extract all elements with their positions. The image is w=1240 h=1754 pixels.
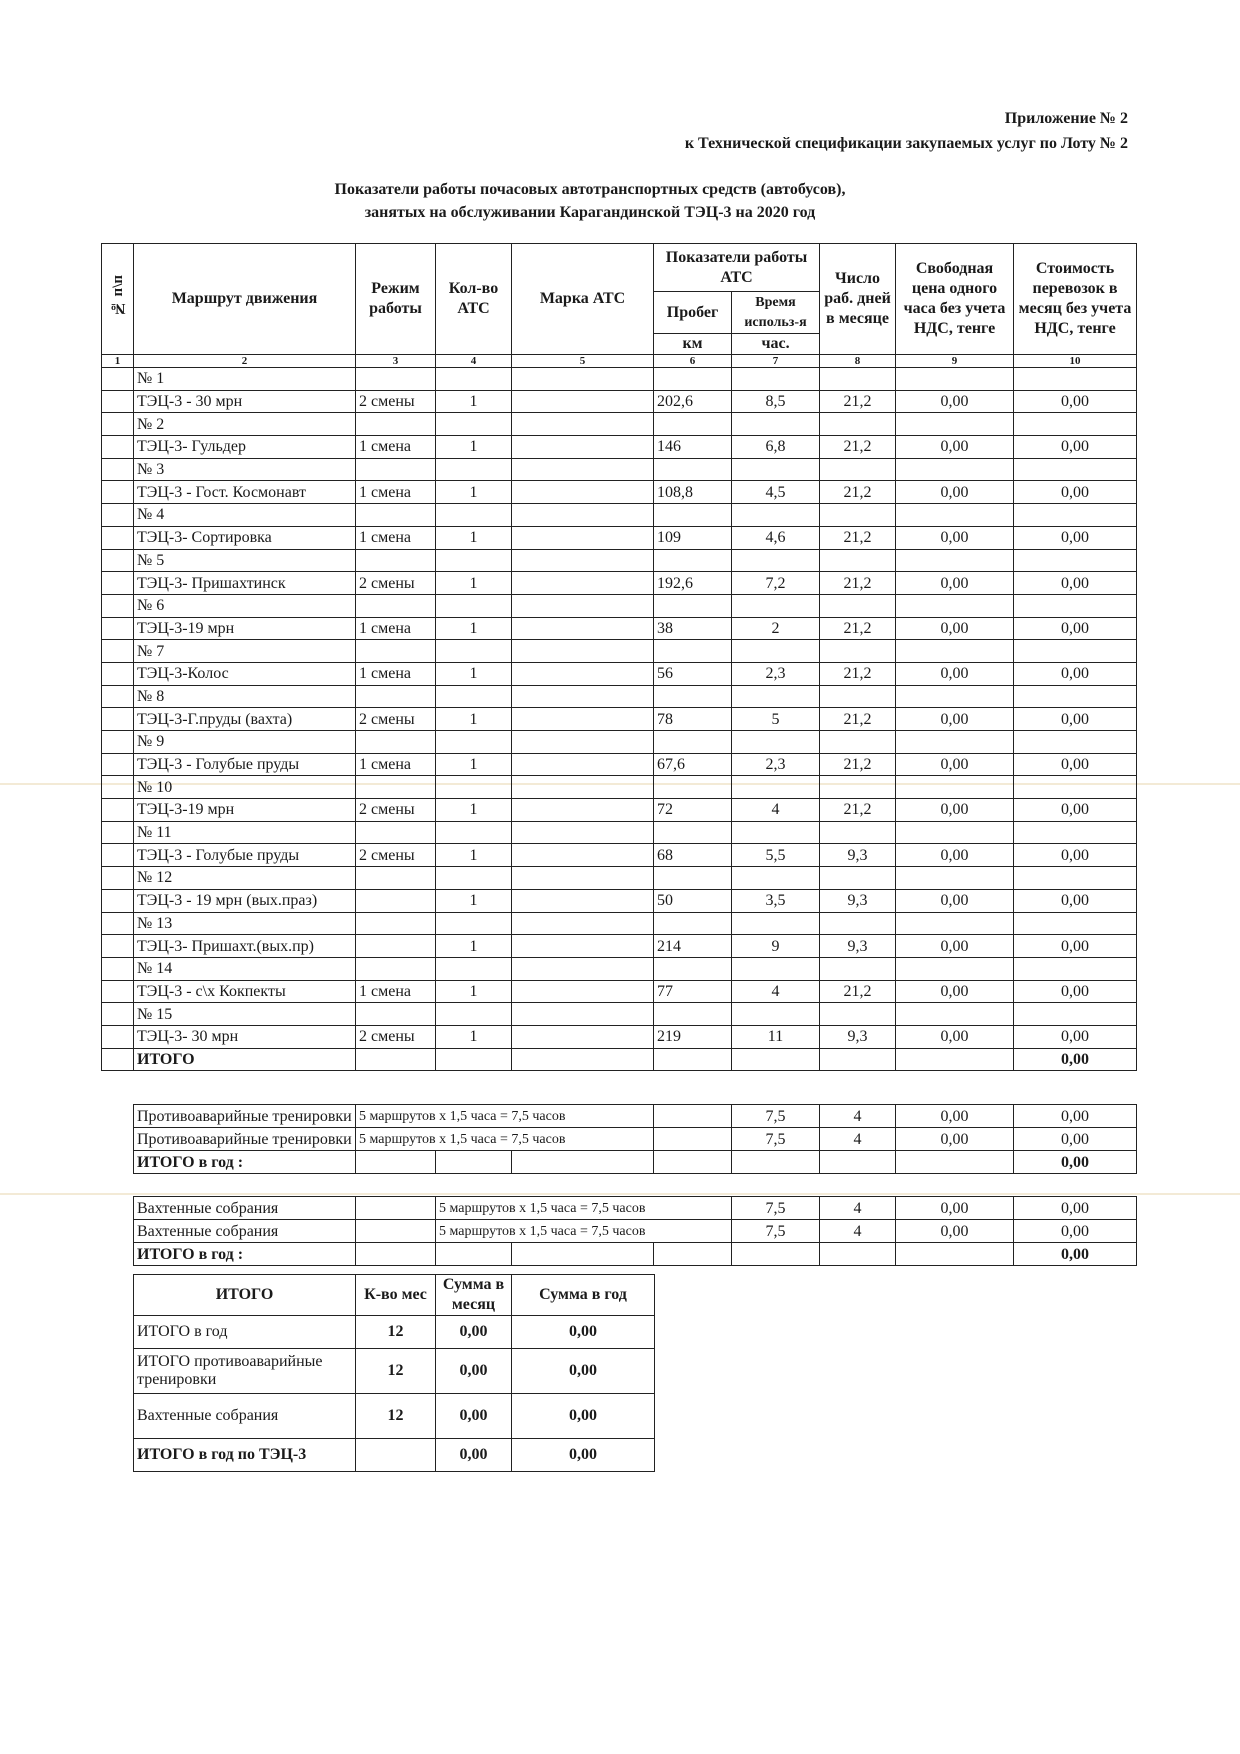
route-cost: 0,00 xyxy=(1014,844,1137,867)
route-count: 1 xyxy=(436,980,512,1003)
route-name: ТЭЦ-3 - с\х Кокпекты xyxy=(134,980,356,1003)
route-name: ТЭЦ-3-Г.пруды (вахта) xyxy=(134,708,356,731)
route-mode: 2 смены xyxy=(356,390,436,413)
drills-total-label: ИТОГО в год : xyxy=(134,1151,356,1174)
route-count: 1 xyxy=(436,390,512,413)
route-price: 0,00 xyxy=(896,481,1014,504)
column-number: 9 xyxy=(896,355,1014,368)
route-days: 21,2 xyxy=(820,980,896,1003)
route-price: 0,00 xyxy=(896,980,1014,1003)
route-number: № 7 xyxy=(134,640,356,663)
route-count: 1 xyxy=(436,753,512,776)
shifts-total-row xyxy=(134,1243,1137,1266)
activity-name: Противоаварийные тренировки xyxy=(134,1105,356,1128)
route-number: № 14 xyxy=(134,957,356,980)
route-count: 1 xyxy=(436,889,512,912)
shifts-body xyxy=(134,1197,1137,1243)
title-line-1: Показатели работы почасовых автотранспортных средств (автобусов), xyxy=(334,181,846,198)
route-cost: 0,00 xyxy=(1014,935,1137,958)
summary-header-label: ИТОГО xyxy=(134,1275,356,1316)
route-mode: 1 смена xyxy=(356,662,436,685)
table-row xyxy=(102,753,1137,776)
route-mileage: 56 xyxy=(654,662,732,685)
route-days: 9,3 xyxy=(820,935,896,958)
drills-total-value: 0,00 xyxy=(1014,1151,1137,1174)
summary-body xyxy=(134,1316,655,1472)
route-days: 21,2 xyxy=(820,753,896,776)
summary-per-year: 0,00 xyxy=(512,1349,655,1394)
route-cost: 0,00 xyxy=(1014,526,1137,549)
route-brand xyxy=(512,662,654,685)
route-mode: 1 смена xyxy=(356,526,436,549)
route-label-row xyxy=(102,640,1137,663)
route-label-row xyxy=(102,458,1137,481)
route-label-row xyxy=(102,368,1137,391)
route-brand xyxy=(512,708,654,731)
route-hours: 2,3 xyxy=(732,662,820,685)
column-number: 2 xyxy=(134,355,356,368)
route-name: ТЭЦ-3- Гульдер xyxy=(134,436,356,459)
route-mode xyxy=(356,889,436,912)
route-mileage: 72 xyxy=(654,799,732,822)
route-cost: 0,00 xyxy=(1014,662,1137,685)
route-hours: 11 xyxy=(732,1025,820,1048)
route-price: 0,00 xyxy=(896,617,1014,640)
table-row xyxy=(102,980,1137,1003)
route-cost: 0,00 xyxy=(1014,799,1137,822)
route-mode: 1 смена xyxy=(356,980,436,1003)
header-days: Число раб. дней в месяце xyxy=(820,244,896,355)
summary-label: ИТОГО противоаварийные тренировки xyxy=(134,1349,356,1394)
route-mileage: 202,6 xyxy=(654,390,732,413)
route-cost: 0,00 xyxy=(1014,708,1137,731)
route-hours: 2 xyxy=(732,617,820,640)
route-days: 21,2 xyxy=(820,572,896,595)
summary-header-per-month: Сумма в месяц xyxy=(436,1275,512,1316)
route-brand xyxy=(512,935,654,958)
activity-days: 4 xyxy=(820,1105,896,1128)
route-cost: 0,00 xyxy=(1014,481,1137,504)
table-row xyxy=(102,889,1137,912)
route-label-row xyxy=(102,685,1137,708)
route-brand xyxy=(512,481,654,504)
header-unit-hour: час. xyxy=(732,334,820,355)
route-cost: 0,00 xyxy=(1014,753,1137,776)
drills-total-row xyxy=(134,1151,1137,1174)
summary-header-months: К-во мес xyxy=(356,1275,436,1316)
route-name: ТЭЦ-3 - 30 мрн xyxy=(134,390,356,413)
route-label-row xyxy=(102,594,1137,617)
route-hours: 8,5 xyxy=(732,390,820,413)
summary-row xyxy=(134,1316,655,1349)
drills-table xyxy=(133,1104,1137,1174)
route-label-row xyxy=(102,413,1137,436)
route-name: ТЭЦ-3- Пришахтинск xyxy=(134,572,356,595)
activity-hours: 7,5 xyxy=(732,1128,820,1151)
route-brand xyxy=(512,844,654,867)
route-count: 1 xyxy=(436,617,512,640)
route-mileage: 214 xyxy=(654,935,732,958)
route-count: 1 xyxy=(436,572,512,595)
title-line-2: занятых на обслуживании Карагандинской ТЭЦ-3 на 2020 год xyxy=(364,204,816,221)
header-price: Свободная цена одного часа без учета НДС, тенге xyxy=(896,244,1014,355)
route-count: 1 xyxy=(436,436,512,459)
column-number: 6 xyxy=(654,355,732,368)
activity-hours: 7,5 xyxy=(732,1220,820,1243)
route-days: 21,2 xyxy=(820,526,896,549)
activity-price: 0,00 xyxy=(896,1220,1014,1243)
route-price: 0,00 xyxy=(896,526,1014,549)
route-mileage: 50 xyxy=(654,889,732,912)
route-hours: 4,5 xyxy=(732,481,820,504)
summary-per-month: 0,00 xyxy=(436,1394,512,1439)
routes-body xyxy=(102,368,1137,1049)
route-mileage: 38 xyxy=(654,617,732,640)
route-cost: 0,00 xyxy=(1014,617,1137,640)
route-price: 0,00 xyxy=(896,1025,1014,1048)
table-row xyxy=(102,1025,1137,1048)
summary-label: Вахтенные собрания xyxy=(134,1394,356,1439)
route-count: 1 xyxy=(436,935,512,958)
route-mode: 1 смена xyxy=(356,753,436,776)
route-name: ТЭЦ-3-19 мрн xyxy=(134,617,356,640)
table-row xyxy=(102,436,1137,459)
table-row xyxy=(134,1128,1137,1151)
route-name: ТЭЦ-3 - 19 мрн (вых.праз) xyxy=(134,889,356,912)
route-number: № 2 xyxy=(134,413,356,436)
route-days: 21,2 xyxy=(820,390,896,413)
summary-months: 12 xyxy=(356,1394,436,1439)
column-number: 3 xyxy=(356,355,436,368)
route-name: ТЭЦ-3 - Гост. Космонавт xyxy=(134,481,356,504)
route-mode: 1 смена xyxy=(356,617,436,640)
route-hours: 9 xyxy=(732,935,820,958)
table-row xyxy=(134,1197,1137,1220)
summary-per-year: 0,00 xyxy=(512,1394,655,1439)
header-unit-km: км xyxy=(654,334,732,355)
activity-price: 0,00 xyxy=(896,1197,1014,1220)
route-days: 9,3 xyxy=(820,1025,896,1048)
route-mileage: 109 xyxy=(654,526,732,549)
route-hours: 2,3 xyxy=(732,753,820,776)
route-brand xyxy=(512,980,654,1003)
route-count: 1 xyxy=(436,708,512,731)
shift-meetings-table xyxy=(133,1196,1137,1266)
summary-months xyxy=(356,1439,436,1472)
header-time: Время использ-я xyxy=(732,292,820,334)
route-hours: 5 xyxy=(732,708,820,731)
route-price: 0,00 xyxy=(896,390,1014,413)
document-title xyxy=(250,178,930,224)
table-row xyxy=(102,572,1137,595)
route-price: 0,00 xyxy=(896,935,1014,958)
route-cost: 0,00 xyxy=(1014,980,1137,1003)
route-brand xyxy=(512,799,654,822)
table-row xyxy=(102,481,1137,504)
route-days: 21,2 xyxy=(820,481,896,504)
route-brand xyxy=(512,753,654,776)
activity-formula: 5 маршрутов х 1,5 часа = 7,5 часов xyxy=(436,1197,732,1220)
table-row xyxy=(102,708,1137,731)
header-no: № п\п xyxy=(102,244,134,355)
column-number: 5 xyxy=(512,355,654,368)
summary-per-month: 0,00 xyxy=(436,1439,512,1472)
activity-name: Противоаварийные тренировки xyxy=(134,1128,356,1151)
activity-days: 4 xyxy=(820,1220,896,1243)
summary-per-year: 0,00 xyxy=(512,1316,655,1349)
table-row xyxy=(134,1220,1137,1243)
route-mileage: 68 xyxy=(654,844,732,867)
summary-per-month: 0,00 xyxy=(436,1349,512,1394)
header-mode: Режим работы xyxy=(356,244,436,355)
summary-label: ИТОГО в год по ТЭЦ-3 xyxy=(134,1439,356,1472)
route-hours: 6,8 xyxy=(732,436,820,459)
route-label-row xyxy=(102,776,1137,799)
table-row xyxy=(102,662,1137,685)
activity-name: Вахтенные собрания xyxy=(134,1197,356,1220)
route-count: 1 xyxy=(436,526,512,549)
route-price: 0,00 xyxy=(896,436,1014,459)
column-number: 10 xyxy=(1014,355,1137,368)
route-mode: 1 смена xyxy=(356,436,436,459)
route-count: 1 xyxy=(436,481,512,504)
route-hours: 7,2 xyxy=(732,572,820,595)
route-name: ТЭЦ-3- Пришахт.(вых.пр) xyxy=(134,935,356,958)
route-number: № 3 xyxy=(134,458,356,481)
activity-cost: 0,00 xyxy=(1014,1105,1137,1128)
shifts-total-label: ИТОГО в год : xyxy=(134,1243,356,1266)
route-mileage: 67,6 xyxy=(654,753,732,776)
route-number: № 13 xyxy=(134,912,356,935)
route-count: 1 xyxy=(436,662,512,685)
route-label-row xyxy=(102,867,1137,890)
route-brand xyxy=(512,526,654,549)
fold-line xyxy=(0,1193,1240,1195)
summary-label: ИТОГО в год xyxy=(134,1316,356,1349)
route-name: ТЭЦ-3-Колос xyxy=(134,662,356,685)
header-brand: Марка АТС xyxy=(512,244,654,355)
activity-formula: 5 маршрутов х 1,5 часа = 7,5 часов xyxy=(356,1105,654,1128)
activity-price: 0,00 xyxy=(896,1105,1014,1128)
table-row xyxy=(102,844,1137,867)
route-name: ТЭЦ-3- Сортировка xyxy=(134,526,356,549)
summary-months: 12 xyxy=(356,1316,436,1349)
summary-row xyxy=(134,1349,655,1394)
route-mileage: 78 xyxy=(654,708,732,731)
table-row xyxy=(102,526,1137,549)
route-number: № 12 xyxy=(134,867,356,890)
route-number: № 4 xyxy=(134,504,356,527)
route-label-row xyxy=(102,1003,1137,1026)
route-days: 9,3 xyxy=(820,844,896,867)
route-label-row xyxy=(102,957,1137,980)
appendix-line-2: к Технической спецификации закупаемых услуг по Лоту № 2 xyxy=(684,135,1128,152)
route-label-row xyxy=(102,912,1137,935)
routes-table xyxy=(101,243,1137,1071)
table-row xyxy=(102,617,1137,640)
table-row xyxy=(134,1105,1137,1128)
route-price: 0,00 xyxy=(896,889,1014,912)
summary-per-year: 0,00 xyxy=(512,1439,655,1472)
route-number: № 6 xyxy=(134,594,356,617)
route-mileage: 219 xyxy=(654,1025,732,1048)
header-mileage: Пробег xyxy=(654,292,732,334)
route-hours: 5,5 xyxy=(732,844,820,867)
route-price: 0,00 xyxy=(896,753,1014,776)
route-number: № 1 xyxy=(134,368,356,391)
route-count: 1 xyxy=(436,1025,512,1048)
route-name: ТЭЦ-3- 30 мрн xyxy=(134,1025,356,1048)
header-count: Кол-во АТС xyxy=(436,244,512,355)
route-brand xyxy=(512,1025,654,1048)
route-number: № 9 xyxy=(134,731,356,754)
activity-days: 4 xyxy=(820,1128,896,1151)
route-hours: 4 xyxy=(732,980,820,1003)
route-number: № 15 xyxy=(134,1003,356,1026)
column-number: 7 xyxy=(732,355,820,368)
column-numbers-row xyxy=(102,355,1137,368)
routes-total-label: ИТОГО xyxy=(134,1048,356,1071)
route-days: 21,2 xyxy=(820,799,896,822)
header-route: Маршрут движения xyxy=(134,244,356,355)
header-cost: Стоимость перевозок в месяц без учета НДС, тенге xyxy=(1014,244,1137,355)
route-mode: 2 смены xyxy=(356,799,436,822)
activity-cost: 0,00 xyxy=(1014,1220,1137,1243)
route-price: 0,00 xyxy=(896,844,1014,867)
route-price: 0,00 xyxy=(896,799,1014,822)
summary-months: 12 xyxy=(356,1349,436,1394)
route-cost: 0,00 xyxy=(1014,436,1137,459)
route-label-row xyxy=(102,549,1137,572)
route-days: 21,2 xyxy=(820,436,896,459)
drills-body xyxy=(134,1105,1137,1151)
route-label-row xyxy=(102,821,1137,844)
appendix-line-1: Приложение № 2 xyxy=(1004,110,1128,127)
column-number: 8 xyxy=(820,355,896,368)
route-cost: 0,00 xyxy=(1014,889,1137,912)
route-name: ТЭЦ-3 - Голубые пруды xyxy=(134,844,356,867)
appendix-header xyxy=(685,106,1128,156)
route-number: № 11 xyxy=(134,821,356,844)
route-mode xyxy=(356,935,436,958)
route-cost: 0,00 xyxy=(1014,390,1137,413)
activity-days: 4 xyxy=(820,1197,896,1220)
route-days: 9,3 xyxy=(820,889,896,912)
shifts-total-value: 0,00 xyxy=(1014,1243,1137,1266)
route-mode: 1 смена xyxy=(356,481,436,504)
route-number: № 8 xyxy=(134,685,356,708)
table-row xyxy=(102,799,1137,822)
routes-total-value: 0,00 xyxy=(1014,1048,1137,1071)
route-mileage: 108,8 xyxy=(654,481,732,504)
activity-name: Вахтенные собрания xyxy=(134,1220,356,1243)
route-brand xyxy=(512,572,654,595)
route-brand xyxy=(512,390,654,413)
route-count: 1 xyxy=(436,799,512,822)
route-brand xyxy=(512,436,654,459)
route-hours: 4,6 xyxy=(732,526,820,549)
route-brand xyxy=(512,617,654,640)
route-days: 21,2 xyxy=(820,662,896,685)
route-price: 0,00 xyxy=(896,572,1014,595)
activity-hours: 7,5 xyxy=(732,1105,820,1128)
activity-cost: 0,00 xyxy=(1014,1197,1137,1220)
route-number: № 10 xyxy=(134,776,356,799)
route-brand xyxy=(512,889,654,912)
summary-table xyxy=(133,1274,655,1472)
activity-formula: 5 маршрутов х 1,5 часа = 7,5 часов xyxy=(436,1220,732,1243)
route-mileage: 192,6 xyxy=(654,572,732,595)
route-mode: 2 смены xyxy=(356,708,436,731)
activity-hours: 7,5 xyxy=(732,1197,820,1220)
route-name: ТЭЦ-3-19 мрн xyxy=(134,799,356,822)
table-row xyxy=(102,390,1137,413)
route-count: 1 xyxy=(436,844,512,867)
route-name: ТЭЦ-3 - Голубые пруды xyxy=(134,753,356,776)
route-price: 0,00 xyxy=(896,708,1014,731)
route-hours: 4 xyxy=(732,799,820,822)
route-mileage: 146 xyxy=(654,436,732,459)
route-label-row xyxy=(102,731,1137,754)
route-mode: 2 смены xyxy=(356,1025,436,1048)
route-cost: 0,00 xyxy=(1014,1025,1137,1048)
summary-row xyxy=(134,1439,655,1472)
routes-total-row xyxy=(102,1048,1137,1071)
route-mode: 2 смены xyxy=(356,572,436,595)
summary-row xyxy=(134,1394,655,1439)
route-label-row xyxy=(102,504,1137,527)
summary-per-month: 0,00 xyxy=(436,1316,512,1349)
header-indicators: Показатели работы АТС xyxy=(654,244,820,292)
table-row xyxy=(102,935,1137,958)
route-price: 0,00 xyxy=(896,662,1014,685)
route-cost: 0,00 xyxy=(1014,572,1137,595)
column-number: 1 xyxy=(102,355,134,368)
column-number: 4 xyxy=(436,355,512,368)
route-mode: 2 смены xyxy=(356,844,436,867)
activity-formula: 5 маршрутов х 1,5 часа = 7,5 часов xyxy=(356,1128,654,1151)
route-number: № 5 xyxy=(134,549,356,572)
route-days: 21,2 xyxy=(820,617,896,640)
summary-header-per-year: Сумма в год xyxy=(512,1275,655,1316)
route-days: 21,2 xyxy=(820,708,896,731)
route-hours: 3,5 xyxy=(732,889,820,912)
route-mileage: 77 xyxy=(654,980,732,1003)
activity-cost: 0,00 xyxy=(1014,1128,1137,1151)
activity-price: 0,00 xyxy=(896,1128,1014,1151)
